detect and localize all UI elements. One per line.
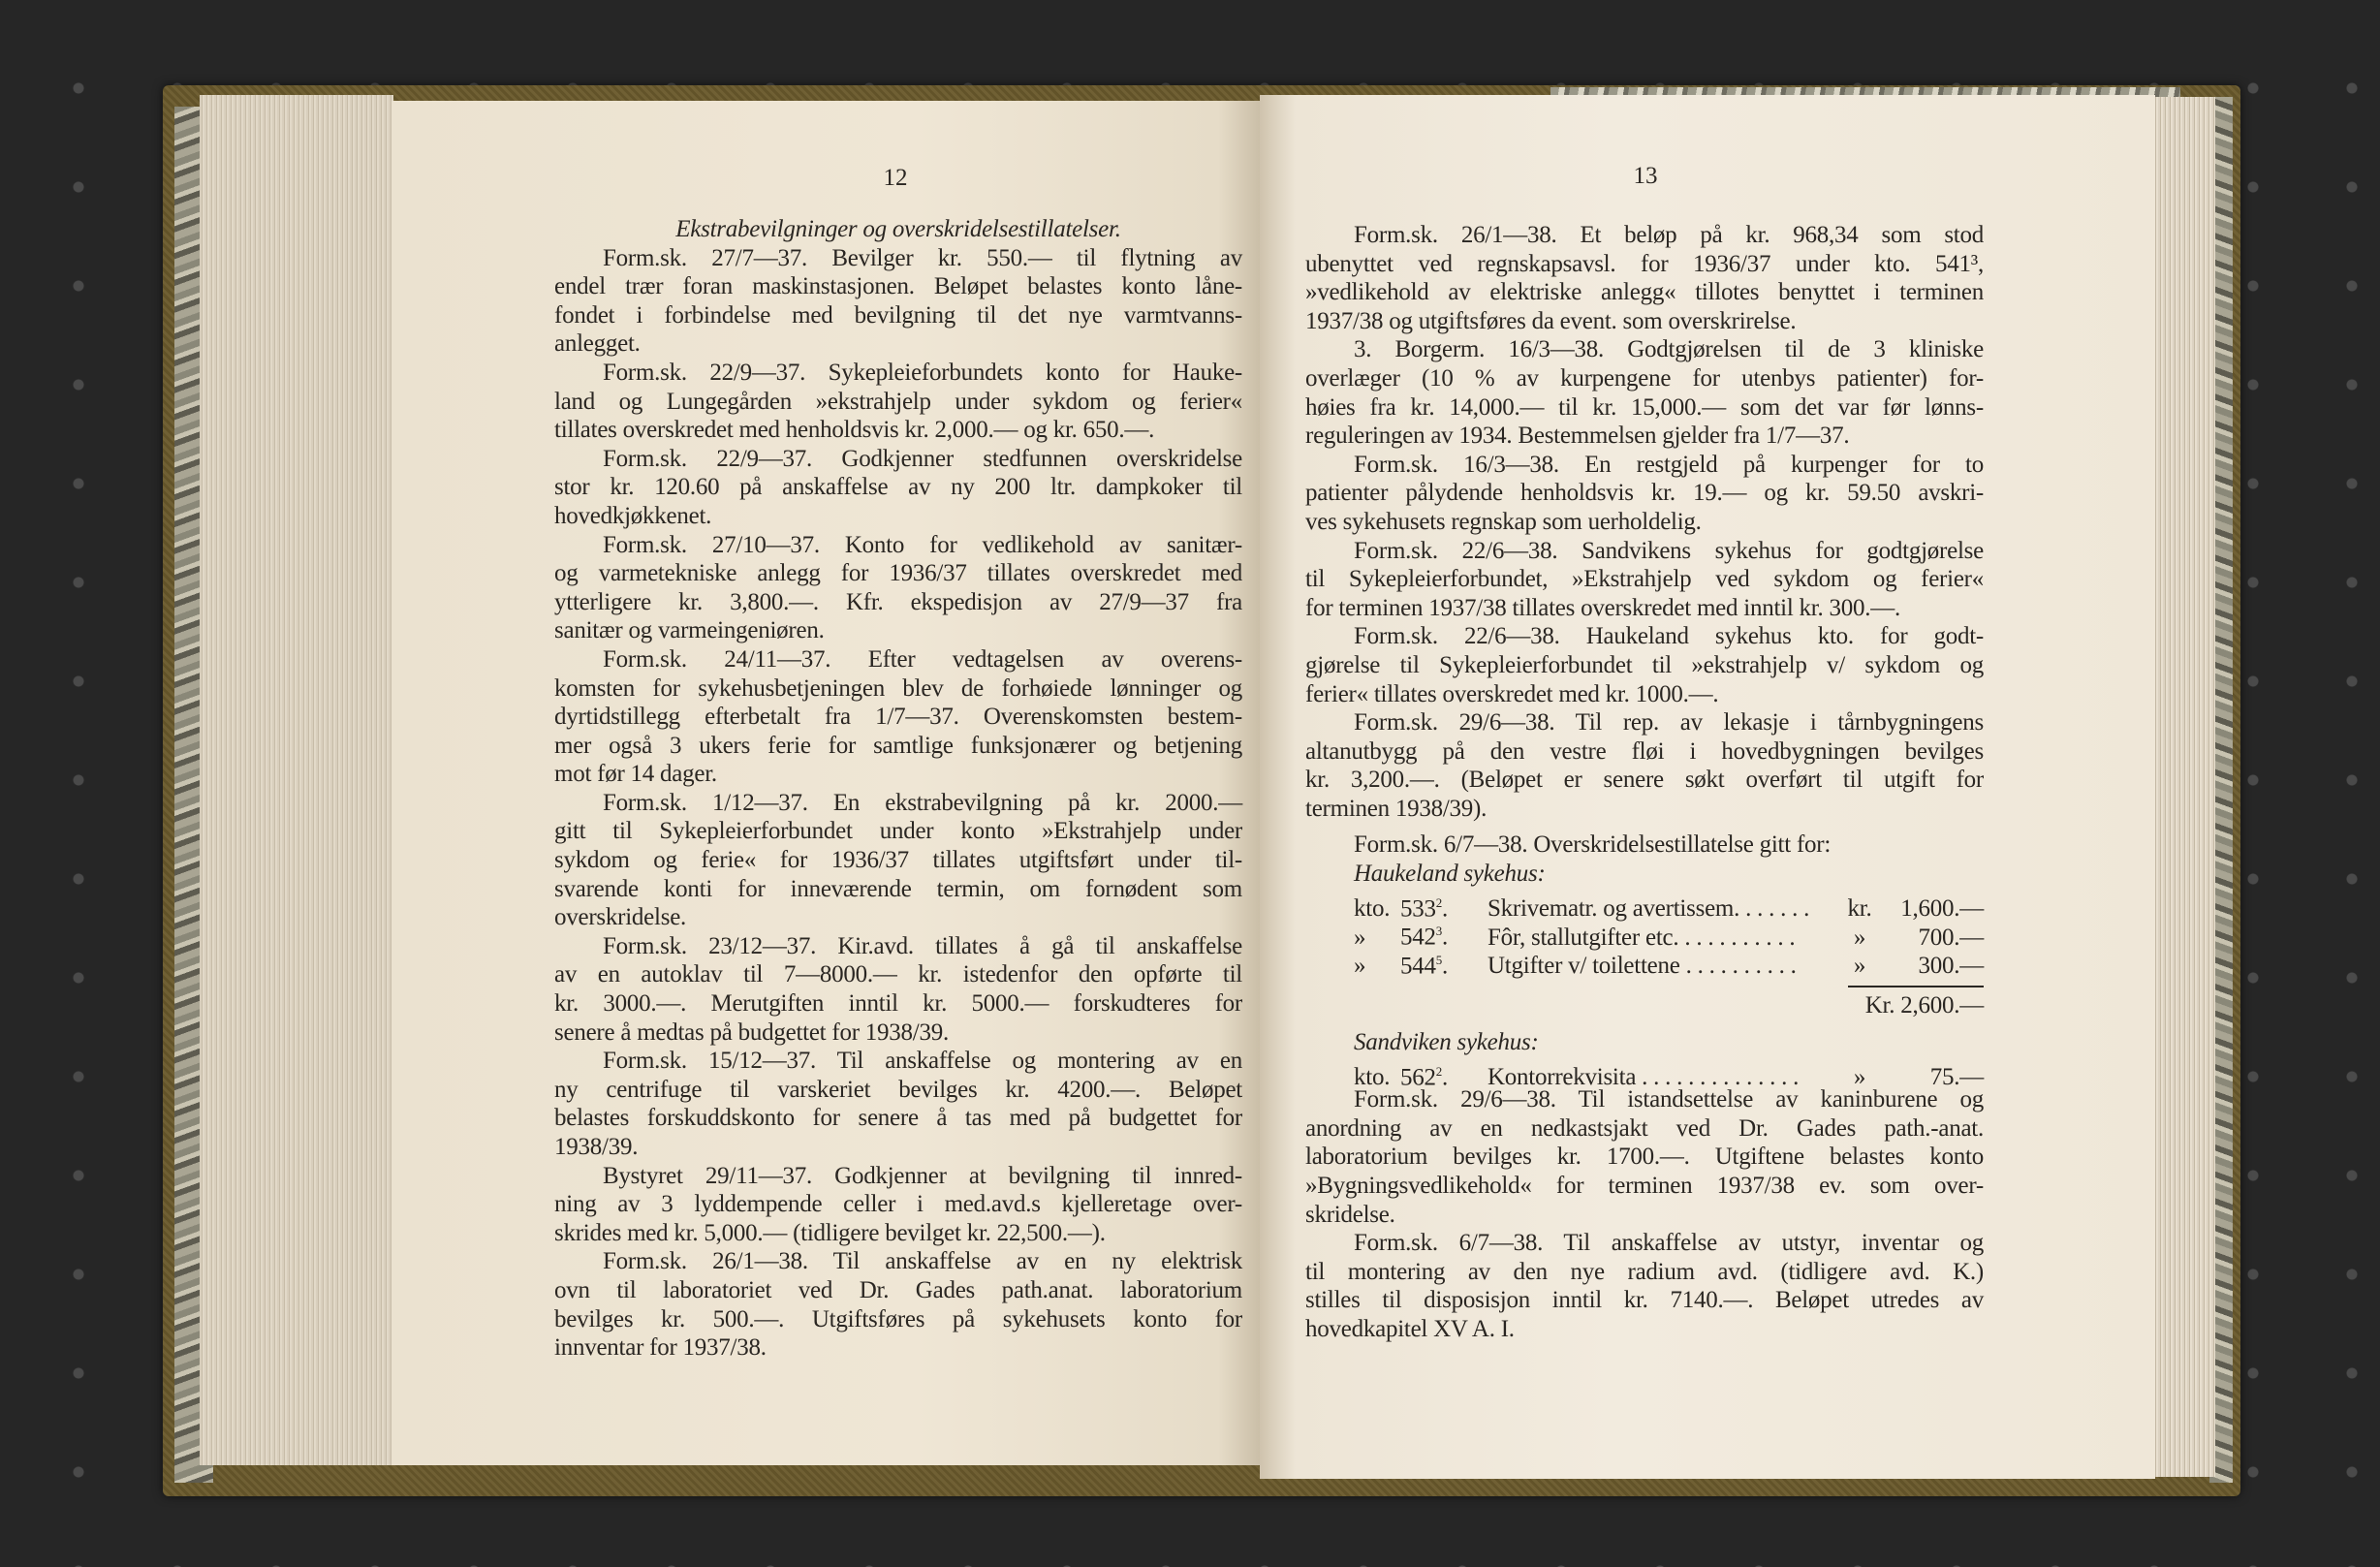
text-line: land og Lungegården »ekstrahjelp under sykdom og ferier« [554, 388, 1242, 415]
text-line: 3. Borgerm. 16/3—38. Godtgjørelsen til de 3 kliniske [1354, 336, 1984, 363]
row-prefix: kto. [1354, 894, 1391, 922]
haukeland-total: Kr. 2,600.— [1864, 992, 1984, 1019]
text-line: endel trær foran maskinstasjonen. Beløpet belastes konto låne- [554, 273, 1242, 300]
text-line: »Bygningsvedlikehold« for terminen 1937/38 ev. som over- [1305, 1173, 1984, 1199]
text-line: Form.sk. 24/11—37. Efter vedtagelsen av overens- [603, 645, 1242, 673]
text-line: Form.sk. 27/7—37. Bevilger kr. 550.— til flytning av [603, 244, 1242, 271]
text-line: Form.sk. 26/1—38. Et beløp på kr. 968,34 som stod [1354, 222, 1984, 248]
account-number: $544^5$. [1400, 952, 1448, 980]
text-line: dyrtidstillegg efterbetalt fra 1/7—37. Overenskomsten bestem- [554, 704, 1242, 731]
text-line: mot før 14 dager. [554, 761, 717, 788]
sandviken-heading: Sandviken sykehus: [1354, 1029, 1539, 1056]
text-line: Form.sk. 29/6—38. Til istandsettelse av kaninburene og [1354, 1086, 1984, 1113]
row-label: Fôr, stallutgifter etc. . . . . . . . . . . [1488, 924, 1796, 951]
text-line: kr. 3000.—. Merutgiften inntil kr. 5000.— forskudteres for [554, 990, 1242, 1018]
text-line: skridelse. [1305, 1201, 1395, 1228]
text-line: og varmetekniske anlegg for 1936/37 tillates overskredet med [554, 560, 1242, 587]
page-number-left: 12 [883, 165, 908, 191]
right-page-text [1305, 221, 1984, 1344]
text-line: terminen 1938/39). [1305, 795, 1488, 822]
text-line: for terminen 1937/38 tillates overskredet med inntil kr. 300.—. [1305, 594, 1900, 621]
account-code: 562 [1400, 1063, 1436, 1090]
text-line: gitt til Sykepleierforbundet under konto »Ekstrahjelp under [554, 818, 1242, 845]
text-line: svarende konti for inneværende termin, om fornødent som [554, 875, 1242, 902]
text-line: til Sykepleierforbundet, »Ekstrahjelp ved sykdom og ferier« [1305, 566, 1984, 593]
row-amount: 75.— [1929, 1063, 1984, 1090]
text-line: reguleringen av 1934. Bestemmelsen gjelder fra 1/7—37. [1305, 423, 1850, 450]
row-amount: 1,600.— [1900, 894, 1984, 922]
section-heading: Ekstrabevilgninger og overskridelsestillatelser. [675, 216, 1121, 242]
text-line: Form.sk. 26/1—38. Til anskaffelse av en ny elektrisk [603, 1248, 1242, 1275]
page-edges-left [200, 95, 393, 1465]
text-line: Form.sk. 15/12—37. Til anskaffelse og montering av en [603, 1048, 1242, 1075]
text-line: Form.sk. 27/10—37. Konto for vedlikehold av sanitær- [603, 531, 1242, 558]
text-line: Bystyret 29/11—37. Godkjenner at bevilgning til innred- [603, 1162, 1242, 1189]
account-sup: 5 [1435, 952, 1442, 967]
haukeland-heading: Haukeland sykehus: [1354, 861, 1546, 888]
account-number: $562^2$. [1400, 1063, 1448, 1090]
page-number-right: 13 [1633, 163, 1658, 189]
account-sup: 2 [1435, 1063, 1442, 1079]
list-intro: Form.sk. 6/7—38. Overskridelsestillatelse gitt for: [1354, 831, 1832, 859]
row-currency: » [1853, 924, 1866, 951]
text-line: Form.sk. 1/12—37. En ekstrabevilgning på kr. 2000.— [603, 789, 1242, 816]
text-line: fondet i forbindelse med bevilgning til det nye varmtvanns- [554, 301, 1242, 329]
text-line: av en autoklav til 7—8000.— kr. istedenfor den opførte til [554, 961, 1242, 988]
text-line: Form.sk. 22/6—38. Sandvikens sykehus for godtgjørelse [1354, 537, 1984, 564]
text-line: ferier« tillates overskredet med kr. 1000.—. [1305, 680, 1719, 707]
row-amount: 700.— [1918, 924, 1984, 951]
text-line: 1937/38 og utgiftsføres da event. som overskrirelse. [1305, 307, 1797, 334]
ledger-row [1305, 1057, 1984, 1090]
text-line: overlæger (10 % av kurpengene for utenbys patienter) for- [1305, 364, 1984, 392]
ledger-row [1305, 889, 1984, 922]
text-line: sykdom og ferie« for 1936/37 tillates utgiftsført under til- [554, 847, 1242, 874]
row-prefix: » [1354, 953, 1366, 980]
account-code: 533 [1400, 894, 1436, 922]
text-line: skrides med kr. 5,000.— (tidligere bevilget kr. 22,500.—). [554, 1219, 1106, 1246]
text-line: 1938/39. [554, 1134, 639, 1160]
text-line: laboratorium bevilges kr. 1700.—. Utgiftene belastes konto [1305, 1144, 1984, 1171]
page-edges-right [2153, 97, 2215, 1477]
text-line: patienter pålydende henholdsvis kr. 19.— og kr. 59.50 avskri- [1305, 480, 1984, 507]
text-line: stor kr. 120.60 på anskaffelse av ny 200 ltr. dampkoker til [554, 474, 1242, 501]
text-line: senere å medtas på budgettet for 1938/39. [554, 1019, 949, 1046]
text-line: innventar for 1937/38. [554, 1334, 767, 1362]
text-line: hovedkjøkkenet. [554, 502, 712, 529]
text-line: belastes forskuddskonto for senere å tas med på budgettet for [554, 1105, 1242, 1132]
text-line: Form.sk. 6/7—38. Til anskaffelse av utstyr, inventar og [1354, 1230, 1984, 1257]
text-line: høies fra kr. 14,000.— til kr. 15,000.— som det var før lønns- [1305, 393, 1984, 421]
text-line: anlegget. [554, 330, 641, 358]
text-line: gjørelse til Sykepleierforbundet til »ekstrahjelp v/ sykdom og [1305, 651, 1984, 678]
text-line: Form.sk. 22/6—38. Haukeland sykehus kto. for godt- [1354, 623, 1984, 650]
text-line: anordning av en nedkastsjakt ved Dr. Gades path.-anat. [1305, 1114, 1984, 1142]
text-line: Form.sk. 16/3—38. En restgjeld på kurpenger for to [1354, 451, 1984, 478]
text-line: Form.sk. 29/6—38. Til rep. av lekasje i tårnbygningens [1354, 709, 1984, 736]
row-currency: » [1853, 953, 1866, 980]
text-line: »vedlikehold av elektriske anlegg« tillotes benyttet i terminen [1305, 279, 1984, 306]
text-line: ovn til laboratoriet ved Dr. Gades path.anat. laboratorium [554, 1276, 1242, 1303]
text-line: kr. 3,200.—. (Beløpet er senere søkt overført til utgift for [1305, 767, 1984, 794]
account-number: $542^3$. [1400, 924, 1448, 951]
text-line: til montering av den nye radium avd. (tidligere avd. K.) [1305, 1258, 1984, 1285]
text-line: mer også 3 ukers ferie for samtlige funksjonærer og betjening [554, 732, 1242, 759]
text-line: komsten for sykehusbetjeningen blev de forhøiede lønninger og [554, 674, 1242, 702]
left-page-text [554, 215, 1242, 1363]
sum-rule [1848, 986, 1984, 987]
account-code: 542 [1400, 924, 1436, 951]
text-line: overskridelse. [554, 904, 687, 931]
row-currency: » [1853, 1063, 1866, 1090]
text-line: stilles til disposisjon inntil kr. 7140.—. Beløpet utredes av [1305, 1287, 1984, 1314]
text-line: ning av 3 lyddempende celler i med.avd.s kjelleretage over- [554, 1191, 1242, 1218]
account-sup: 3 [1435, 924, 1442, 939]
text-line: Form.sk. 23/12—37. Kir.avd. tillates å gå til anskaffelse [603, 932, 1242, 959]
row-label: Utgifter v/ toilettene . . . . . . . . . . [1488, 953, 1797, 980]
text-line: sanitær og varmeingeniøren. [554, 617, 825, 644]
row-currency: kr. [1847, 894, 1872, 922]
text-line: ubenyttet ved regnskapsavsl. for 1936/37 under kto. 541³, [1305, 250, 1984, 277]
row-label: Skrivematr. og avertissem. . . . . . . [1488, 894, 1810, 922]
account-code: 544 [1400, 953, 1436, 980]
text-line: bevilges kr. 500.—. Utgiftsføres på sykehusets konto for [554, 1305, 1242, 1332]
text-line: ves sykehusets regnskap som uerholdelig. [1305, 508, 1702, 535]
text-line: hovedkapitel XV A. I. [1305, 1315, 1515, 1342]
row-prefix: » [1354, 924, 1366, 951]
text-line: ytterligere kr. 3,800.—. Kfr. ekspedisjon av 27/9—37 fra [554, 588, 1242, 615]
row-label: Kontorrekvisita . . . . . . . . . . . . . . [1488, 1063, 1800, 1090]
account-sup: 2 [1435, 894, 1442, 910]
text-line: tillates overskredet med henholdsvis kr. 2,000.— og kr. 650.—. [554, 417, 1155, 444]
row-amount: 300.— [1918, 953, 1984, 980]
text-line: altanutbygg på den vestre fløi i hovedbygningen bevilges [1305, 737, 1984, 765]
row-prefix: kto. [1354, 1063, 1391, 1090]
text-line: Form.sk. 22/9—37. Godkjenner stedfunnen overskridelse [603, 445, 1242, 472]
text-line: ny centrifuge til varskeriet bevilges kr. 4200.—. Beløpet [554, 1076, 1242, 1103]
text-line: Form.sk. 22/9—37. Sykepleieforbundets konto for Hauke- [603, 359, 1242, 386]
account-number: $533^2$. [1400, 894, 1448, 922]
